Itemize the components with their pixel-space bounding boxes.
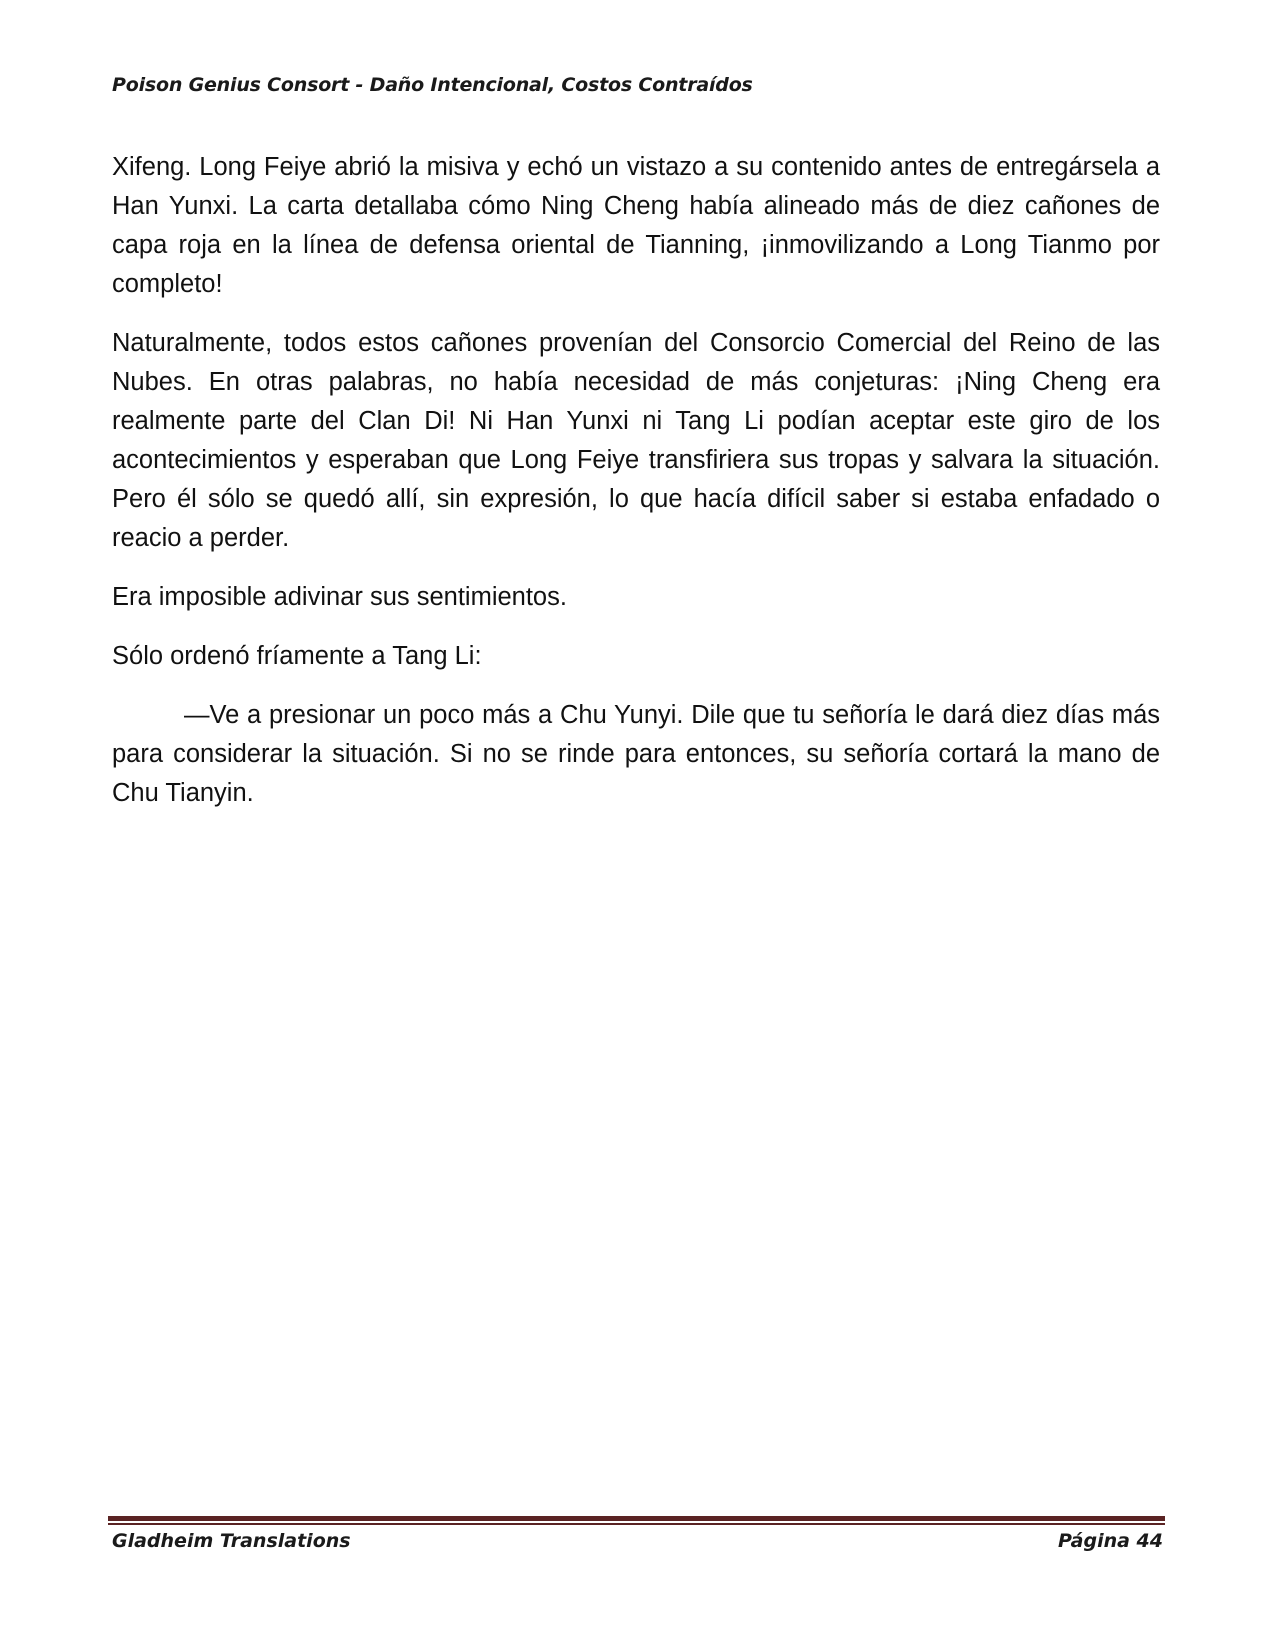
paragraph: Naturalmente, todos estos cañones provenían del Consorcio Comercial del Reino de las Nubes. En otras palabras, no había necesidad de más conjeturas: ¡Ning Cheng era realmente parte del Clan Di! Ni Han Yunxi ni Tang Li podían aceptar este giro de los acontecimientos y esperaban que Long Feiye transfiriera sus tropas y salvara la situación. Pero él sólo se quedó allí, sin expresión, lo que hacía difícil saber si estaba enfadado o reacio a perder. bbox=[112, 329, 1160, 552]
paragraph: Sólo ordenó fríamente a Tang Li: bbox=[112, 642, 482, 670]
footer-divider-thick bbox=[108, 1516, 1165, 1521]
paragraph: Xifeng. Long Feiye abrió la misiva y echó un vistazo a su contenido antes de entregársela a Han Yunxi. La carta detallaba cómo Ning Cheng había alineado más de diez cañones de capa roja en la línea de defensa oriental de Tianning, ¡inmovilizando a Long Tianmo por completo! bbox=[112, 153, 1160, 298]
paragraph: Era imposible adivinar sus sentimientos. bbox=[112, 583, 567, 611]
footer-divider-thin bbox=[108, 1523, 1165, 1525]
dialogue-paragraph: —Ve a presionar un poco más a Chu Yunyi. Dile que tu señoría le dará diez días más para considerar la situación. Si no se rinde para entonces, su señoría cortará la mano de Chu Tianyin. bbox=[112, 701, 1160, 807]
page-header-title: Poison Genius Consort - Daño Intencional, Costos Contraídos bbox=[112, 74, 753, 96]
footer-publisher: Gladheim Translations bbox=[112, 1530, 351, 1552]
body-text bbox=[112, 148, 1160, 833]
footer-page-number: Página 44 bbox=[1057, 1530, 1163, 1552]
